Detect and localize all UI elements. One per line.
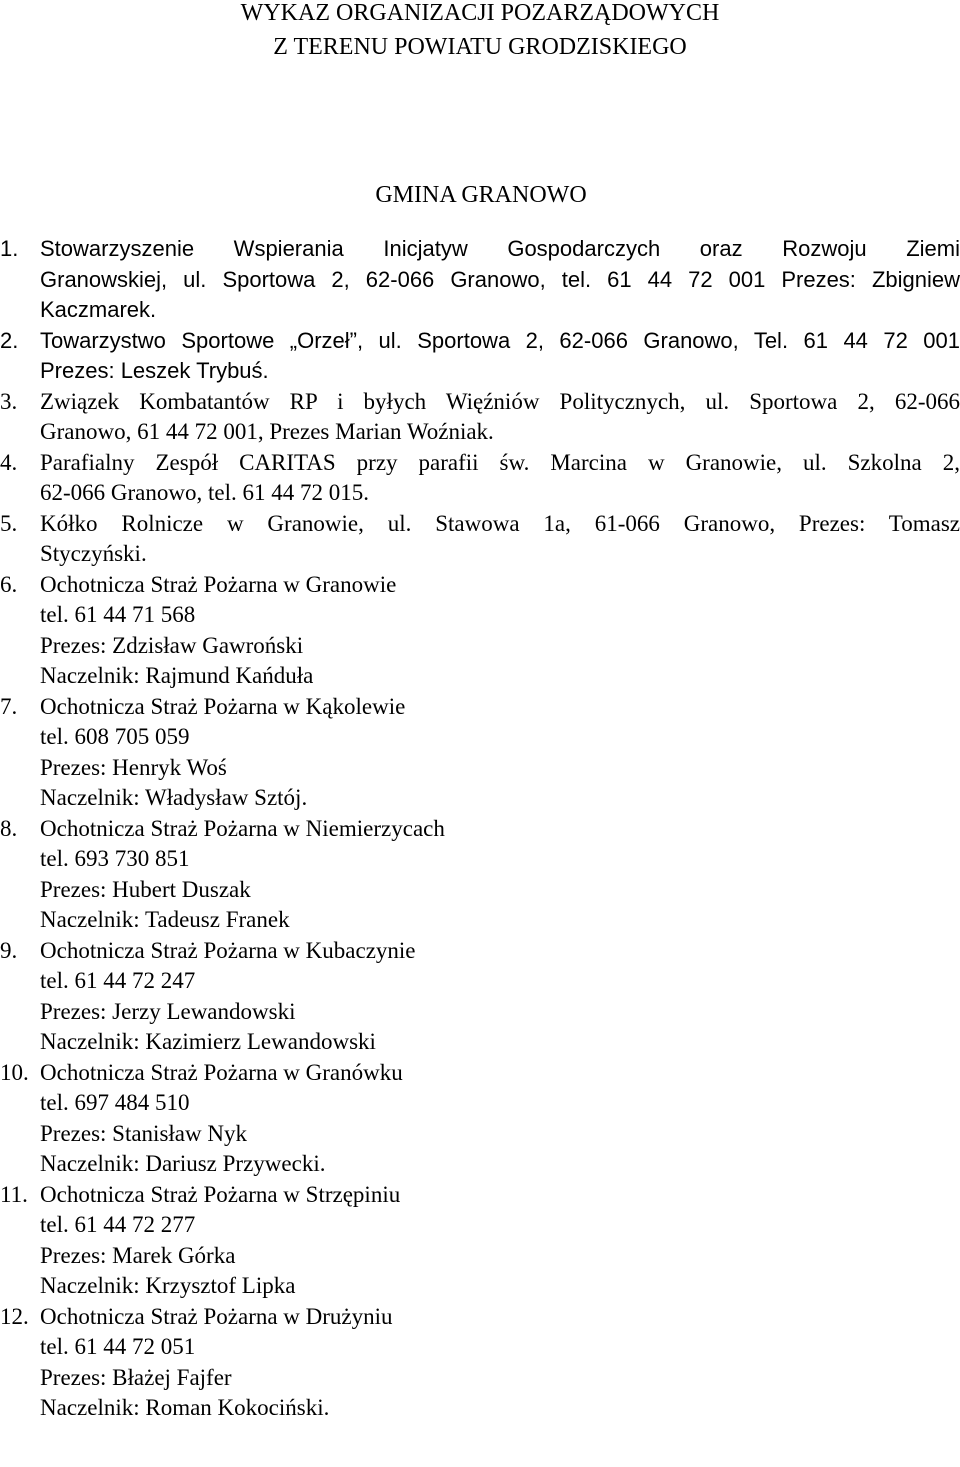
organization-list [0, 234, 960, 1424]
item-line: Granowskiej, ul. Sportowa 2, 62-066 Granowo, tel. 61 44 72 001 Prezes: Zbigniew [40, 266, 960, 292]
item-line: Ochotnicza Straż Pożarna w Kubaczynie [40, 937, 416, 963]
organization-item [0, 1058, 960, 1180]
organization-item [0, 326, 960, 387]
item-number: 3. [0, 388, 18, 414]
item-number: 2. [0, 327, 19, 353]
item-number: 12. [0, 1303, 29, 1329]
item-number: 10. [0, 1059, 29, 1085]
item-line: Prezes: Jerzy Lewandowski [40, 998, 296, 1024]
item-number: 5. [0, 510, 18, 536]
organization-item [0, 1302, 960, 1424]
item-number: 9. [0, 937, 18, 963]
item-line: Ochotnicza Straż Pożarna w Drużyniu [40, 1303, 393, 1329]
item-number: 4. [0, 449, 18, 475]
item-line: Prezes: Stanisław Nyk [40, 1120, 247, 1146]
item-line: Ochotnicza Straż Pożarna w Granówku [40, 1059, 403, 1085]
item-line: Naczelnik: Tadeusz Franek [40, 907, 290, 932]
item-line: Prezes: Leszek Trybuś. [40, 358, 269, 383]
organization-item [0, 570, 960, 692]
organization-item [0, 814, 960, 936]
organization-item [0, 448, 960, 509]
item-line: Naczelnik: Roman Kokociński. [40, 1395, 330, 1420]
item-line: Naczelnik: Kazimierz Lewandowski [40, 1029, 376, 1054]
item-line: Prezes: Marek Górka [40, 1242, 236, 1268]
item-line: tel. 697 484 510 [40, 1090, 190, 1115]
section-heading [0, 180, 920, 210]
item-line: tel. 61 44 72 247 [40, 968, 196, 993]
item-line: Kółko Rolnicze w Granowie, ul. Stawowa 1a, 61-066 Granowo, Prezes: Tomasz [40, 510, 960, 536]
item-line: tel. 61 44 72 277 [40, 1212, 196, 1237]
item-line: tel. 61 44 71 568 [40, 602, 196, 627]
item-number: 6. [0, 571, 18, 597]
item-line: Prezes: Hubert Duszak [40, 876, 251, 902]
item-number: 11. [0, 1181, 28, 1207]
item-number: 1. [0, 236, 19, 261]
item-line: Prezes: Błażej Fajfer [40, 1364, 232, 1390]
item-line: Styczyński. [40, 541, 147, 566]
organization-item [0, 509, 960, 570]
item-line: Naczelnik: Krzysztof Lipka [40, 1273, 296, 1298]
organization-item [0, 234, 960, 326]
item-line: Prezes: Zdzisław Gawroński [40, 632, 304, 658]
item-line: Kaczmarek. [40, 297, 157, 322]
item-line: Stowarzyszenie Wspierania Inicjatyw Gospodarczych oraz Rozwoju Ziemi [40, 236, 960, 261]
item-line: Naczelnik: Dariusz Przywecki. [40, 1151, 326, 1176]
item-line: Parafialny Zespół CARITAS przy parafii św. Marcina w Granowie, ul. Szkolna 2, [40, 449, 960, 475]
section-heading-text: GMINA GRANOWO [375, 182, 587, 208]
item-line: Towarzystwo Sportowe „Orzeł”, ul. Sportowa 2, 62-066 Granowo, Tel. 61 44 72 001 [40, 327, 960, 353]
item-line: Naczelnik: Władysław Sztój. [40, 785, 308, 810]
item-line: Związek Kombatantów RP i byłych Więźniów Politycznych, ul. Sportowa 2, 62-066 [40, 388, 960, 414]
item-line: Granowo, 61 44 72 001, Prezes Marian Woźniak. [40, 419, 494, 444]
item-line: Naczelnik: Rajmund Kańduła [40, 663, 314, 688]
item-number: 8. [0, 815, 18, 841]
organization-item [0, 1180, 960, 1302]
document-title-line-2: Z TERENU POWIATU GRODZISKIEGO [273, 34, 687, 60]
organization-item [0, 936, 960, 1058]
item-line: 62-066 Granowo, tel. 61 44 72 015. [40, 480, 369, 505]
item-line: tel. 693 730 851 [40, 846, 190, 871]
item-line: Ochotnicza Straż Pożarna w Kąkolewie [40, 693, 406, 719]
item-line: tel. 608 705 059 [40, 724, 190, 749]
document-title-line-1: WYKAZ ORGANIZACJI POZARZĄDOWYCH [240, 0, 720, 26]
item-number: 7. [0, 693, 18, 719]
item-line: Ochotnicza Straż Pożarna w Niemierzycach [40, 815, 445, 841]
item-line: tel. 61 44 72 051 [40, 1334, 196, 1359]
item-line: Ochotnicza Straż Pożarna w Granowie [40, 571, 397, 597]
organization-item [0, 692, 960, 814]
item-line: Prezes: Henryk Woś [40, 754, 227, 780]
organization-item [0, 387, 960, 448]
item-line: Ochotnicza Straż Pożarna w Strzępiniu [40, 1181, 401, 1207]
